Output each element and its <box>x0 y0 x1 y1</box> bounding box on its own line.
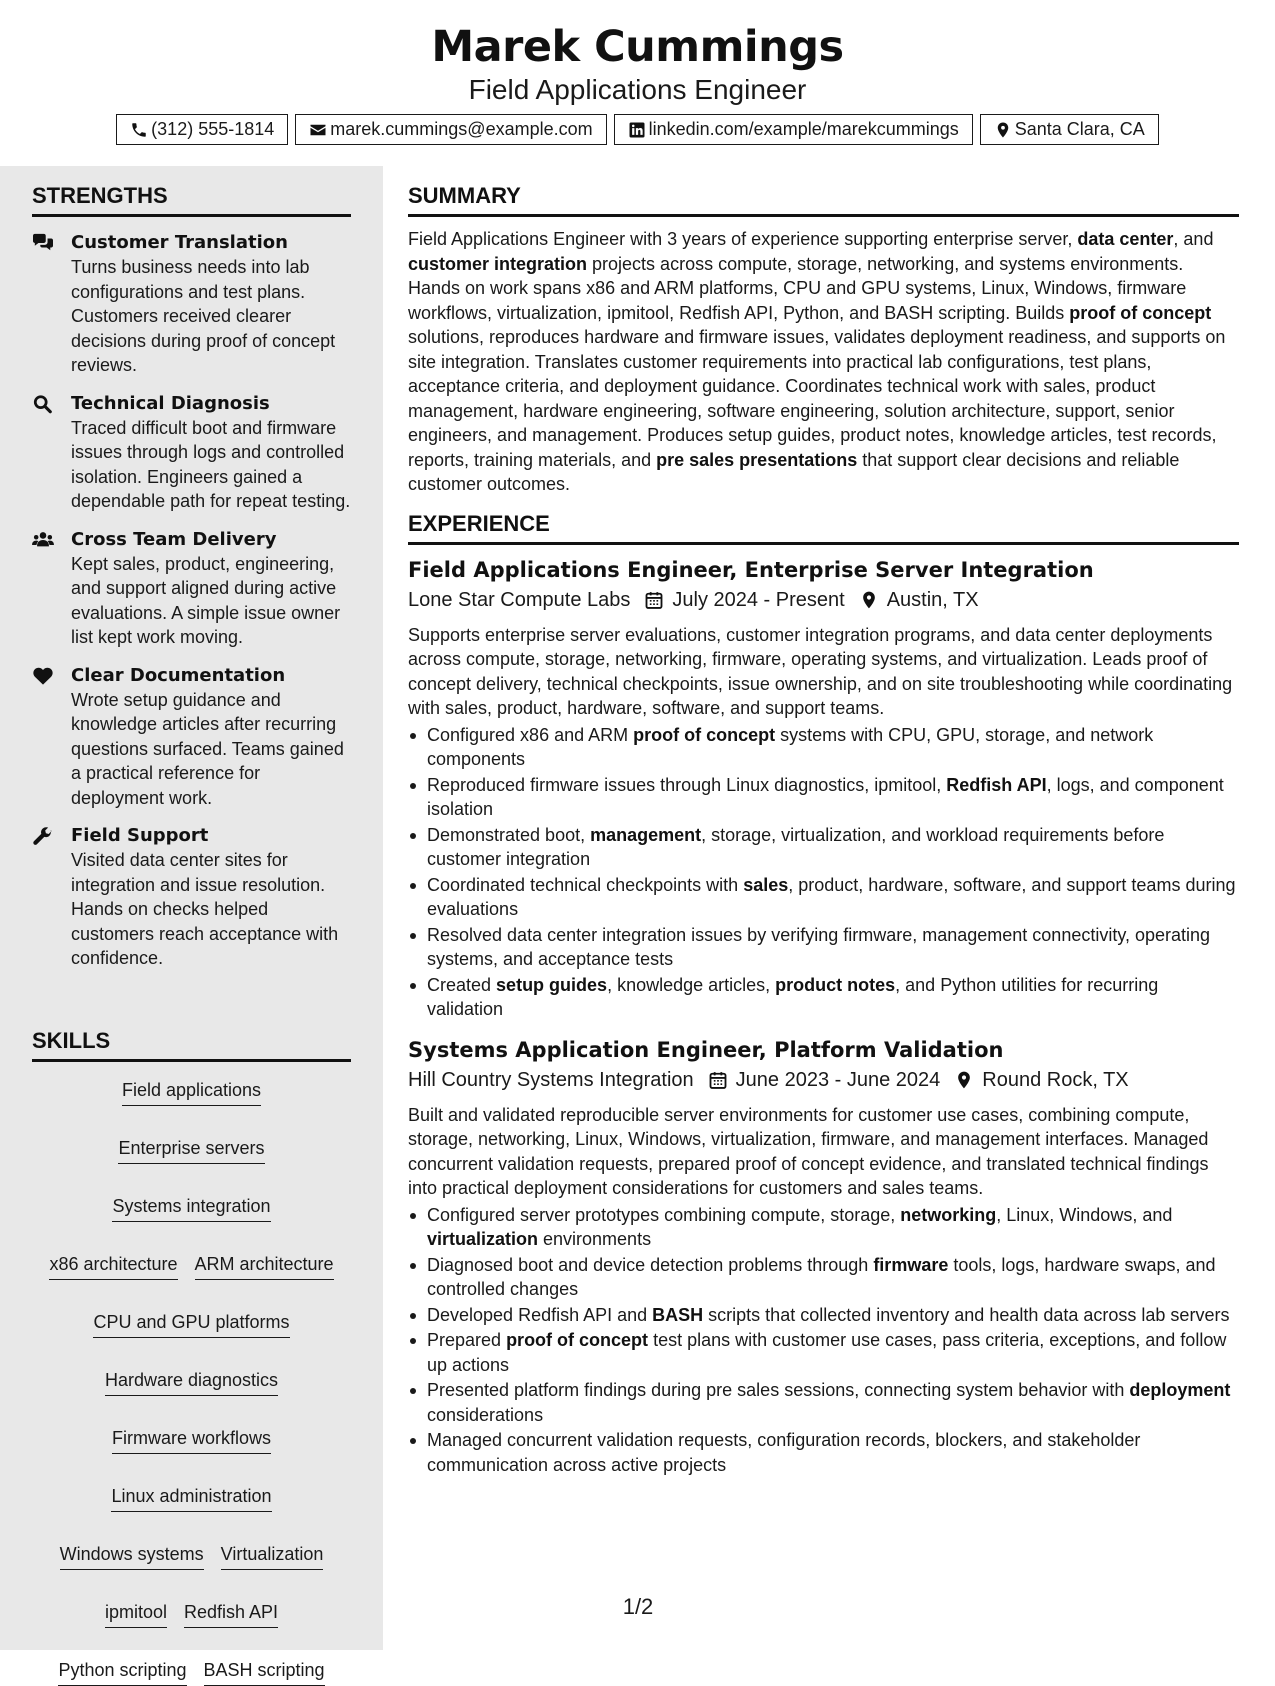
strength-desc: Turns business needs into lab configurations and test plans. Customers received clearer decisions during proof of concept reviews. <box>71 257 336 375</box>
skill-tag: Hardware diagnostics <box>105 1368 278 1396</box>
job-description: Supports enterprise server evaluations, customer integration programs, and data center deployments across compute, storage, networking, firmware, operating systems, and virtualization. Leads proof of concept delivery, technical checkpoints, issue ownership, and on site troubleshooting while coordinating with sales, product, hardware, software, and support teams. <box>408 624 1233 718</box>
emphasis-text: Redfish API <box>946 774 1047 795</box>
body-text: Configured x86 and ARM <box>427 724 634 745</box>
strength-item <box>32 528 351 650</box>
emphasis-text: proof of concept <box>506 1330 649 1350</box>
body-text: , Linux, Windows, and <box>996 1204 1173 1225</box>
job-meta <box>408 1065 1239 1095</box>
emphasis-text: management <box>590 824 702 845</box>
body-text: test plans with customer use cases, pass criteria, exceptions, and follow up actions <box>427 1330 1227 1375</box>
bullet-item <box>408 1428 1239 1477</box>
emphasis-text: proof of concept <box>1069 302 1212 323</box>
body-text: tools, logs, hardware swaps, and controlled changes <box>427 1254 1216 1299</box>
body-text: , logs, and component isolation <box>427 774 1224 819</box>
page-number: 1/2 <box>622 1594 654 1619</box>
emphasis-text: deployment <box>1129 1380 1231 1400</box>
sidebar <box>0 166 383 1680</box>
strength-title: Customer Translation <box>71 232 288 253</box>
body-text: Prepared <box>427 1330 507 1350</box>
contact-linkedin[interactable] <box>614 114 973 145</box>
job-bullets <box>408 1203 1239 1478</box>
body-text: systems with CPU, GPU, storage, and network components <box>427 724 1154 769</box>
body-text: , knowledge articles, <box>607 974 776 995</box>
strength-item <box>32 824 351 971</box>
strength-title: Technical Diagnosis <box>71 392 270 414</box>
job-location: Round Rock, TX <box>982 1068 1129 1091</box>
skill-tag: CPU and GPU platforms <box>93 1310 289 1338</box>
calendar-icon <box>644 590 664 610</box>
body-text: , and Python utilities for recurring validation <box>427 974 1159 1019</box>
body-text: , storage, virtualization, and workload requirements before customer integration <box>427 824 1165 869</box>
strength-item <box>32 231 351 378</box>
body-text: , and <box>1173 229 1214 249</box>
bullet-item <box>408 823 1239 872</box>
body-text: Demonstrated boot, <box>427 824 591 845</box>
calendar-icon <box>708 1070 728 1090</box>
bullet-item <box>408 873 1239 922</box>
contact-location-text: Santa Clara, CA <box>1014 119 1145 139</box>
map-pin-icon <box>954 1070 974 1090</box>
job-dates: July 2024 - Present <box>672 588 845 611</box>
body-text: considerations <box>427 1404 544 1425</box>
bullet-item <box>408 923 1239 972</box>
body-text: that support clear decisions and reliable customer outcomes. <box>408 449 1180 494</box>
heart-icon <box>32 666 54 688</box>
skill-tag: Windows systems <box>60 1542 204 1570</box>
comments-icon <box>32 233 54 255</box>
skill-tag: Firmware workflows <box>112 1426 271 1454</box>
skill-tag: ARM architecture <box>195 1252 334 1280</box>
job-location: Austin, TX <box>886 588 979 611</box>
body-text: solutions, reproduces hardware and firmware issues, validates deployment readiness, and supports on site integration. Translates customer requirements into practical lab configurations, test plans, acceptance criteria, and deployment guidance. Coordinates technical work with sales, product management, hardware engineering, software engineering, solution architecture, support, senior engineers, and management. Produces setup guides, product notes, knowledge articles, test records, reports, training materials, and <box>408 327 1226 470</box>
job-title: Systems Application Engineer, Platform Validation <box>408 1037 1004 1062</box>
skills-list <box>32 1078 351 1686</box>
skill-tag: Systems integration <box>112 1194 270 1222</box>
summary-text <box>408 227 1239 497</box>
emphasis-text: virtualization <box>427 1229 539 1249</box>
candidate-name: Marek Cummings <box>431 22 844 72</box>
skill-tag: Virtualization <box>221 1542 324 1570</box>
body-text: Created <box>427 974 497 995</box>
job-entry <box>408 1035 1239 1478</box>
body-text: Developed Redfish API and <box>427 1304 653 1325</box>
emphasis-text: sales <box>743 874 789 895</box>
emphasis-text: product notes <box>775 974 896 995</box>
contact-phone-text: (312) 555-1814 <box>151 119 275 139</box>
users-icon <box>32 530 54 552</box>
job-meta <box>408 585 1239 615</box>
strength-item <box>32 392 351 514</box>
emphasis-text: customer integration <box>408 253 588 274</box>
job-dates: June 2023 - June 2024 <box>735 1068 941 1091</box>
job-entry <box>408 555 1239 1022</box>
emphasis-text: pre sales presentations <box>656 449 858 470</box>
emphasis-text: proof of concept <box>633 724 776 745</box>
emphasis-text: BASH <box>652 1304 704 1325</box>
strength-item <box>32 664 351 811</box>
wrench-icon <box>32 826 54 848</box>
main-content <box>408 166 1239 1478</box>
job-title: Field Applications Engineer, Enterprise Server Integration <box>408 557 1094 582</box>
skill-tag: x86 architecture <box>49 1252 177 1280</box>
experience-heading: EXPERIENCE <box>408 511 1239 545</box>
emphasis-text: data center <box>1077 229 1174 249</box>
contact-location <box>980 114 1159 145</box>
body-text: Reproduced firmware issues through Linux diagnostics, ipmitool, <box>427 774 947 795</box>
contact-phone[interactable] <box>116 114 288 145</box>
skill-tag: Enterprise servers <box>118 1136 264 1164</box>
skill-tag: Python scripting <box>58 1658 186 1686</box>
contact-linkedin-text: linkedin.com/example/marekcummings <box>648 119 959 139</box>
skill-tag: BASH scripting <box>204 1658 325 1686</box>
strength-desc: Traced difficult boot and firmware issues through logs and controlled isolation. Engineers gained a dependable path for repeat testing. <box>71 417 351 511</box>
summary-heading: SUMMARY <box>408 183 1239 217</box>
skill-tag: Linux administration <box>111 1484 271 1512</box>
body-text: Field Applications Engineer with 3 years of experience supporting enterprise server, <box>408 229 1078 249</box>
bullet-item <box>408 1203 1239 1252</box>
skill-tag: Field applications <box>122 1078 261 1106</box>
strength-desc: Kept sales, product, engineering, and support aligned during active evaluations. A simple issue owner list kept work moving. <box>71 553 341 647</box>
body-text: Resolved data center integration issues by verifying firmware, management connectivity, operating systems, and acceptance tests <box>427 924 1211 969</box>
strength-desc: Visited data center sites for integration and issue resolution. Hands on checks helped customers reach acceptance with confidence. <box>71 850 339 968</box>
strength-title: Cross Team Delivery <box>71 528 277 550</box>
contact-email[interactable] <box>295 114 606 145</box>
body-text: Coordinated technical checkpoints with <box>427 874 744 895</box>
body-text: , product, hardware, software, and support teams during evaluations <box>427 874 1236 919</box>
skill-tag: Redfish API <box>184 1600 278 1628</box>
contact-email-text: marek.cummings@example.com <box>330 119 593 139</box>
skills-heading: SKILLS <box>32 1028 351 1062</box>
body-text: projects across compute, storage, networking, and systems environments. Hands on work spans x86 and ARM platforms, CPU and GPU systems, Linux, Windows, firmware workflows, virtualization, ipmitool, Redfish API, Python, and BASH scripting. Builds <box>408 253 1187 323</box>
strength-desc: Wrote setup guidance and knowledge articles after recurring questions surfaced. Teams gained a practical reference for deployment work. <box>71 689 344 808</box>
map-pin-icon <box>994 121 1012 139</box>
bullet-item <box>408 1328 1239 1377</box>
bullet-item <box>408 973 1239 1022</box>
emphasis-text: setup guides <box>496 974 608 995</box>
body-text: scripts that collected inventory and health data across lab servers <box>703 1304 1230 1325</box>
strength-title: Clear Documentation <box>71 664 286 686</box>
envelope-icon <box>309 121 327 139</box>
bullet-item <box>408 1303 1239 1328</box>
contact-bar <box>0 114 1275 145</box>
job-company: Hill Country Systems Integration <box>408 1068 694 1091</box>
skill-tag: ipmitool <box>105 1600 167 1628</box>
job-bullets <box>408 723 1239 1022</box>
bullet-item <box>408 1253 1239 1302</box>
body-text: Managed concurrent validation requests, configuration records, blockers, and stakeholder communication across active projects <box>427 1430 1141 1475</box>
search-icon <box>32 394 54 416</box>
emphasis-text: networking <box>900 1204 997 1225</box>
bullet-item <box>408 773 1239 822</box>
body-text: environments <box>538 1229 652 1249</box>
bullet-item <box>408 1378 1239 1427</box>
strengths-section <box>32 183 351 985</box>
body-text: Presented platform findings during pre sales sessions, connecting system behavior with <box>427 1380 1130 1400</box>
strength-title: Field Support <box>71 825 209 846</box>
candidate-title: Field Applications Engineer <box>468 74 807 105</box>
job-description: Built and validated reproducible server environments for customer use cases, combining compute, storage, networking, Linux, Windows, virtualization, firmware, and management interfaces. Managed concurrent validation requests, prepared proof of concept evidence, and translated technical findings into practical deployment considerations for customers and sales teams. <box>408 1104 1209 1198</box>
strengths-heading: STRENGTHS <box>32 183 351 217</box>
job-company: Lone Star Compute Labs <box>408 588 631 611</box>
bullet-item <box>408 723 1239 772</box>
body-text: Configured server prototypes combining compute, storage, <box>427 1204 901 1225</box>
linkedin-icon <box>628 121 646 139</box>
skills-section <box>32 1028 351 1686</box>
map-pin-icon <box>859 590 879 610</box>
resume-header <box>0 0 1275 166</box>
phone-icon <box>130 121 148 139</box>
emphasis-text: firmware <box>873 1254 949 1275</box>
body-text: Diagnosed boot and device detection problems through <box>427 1254 874 1275</box>
